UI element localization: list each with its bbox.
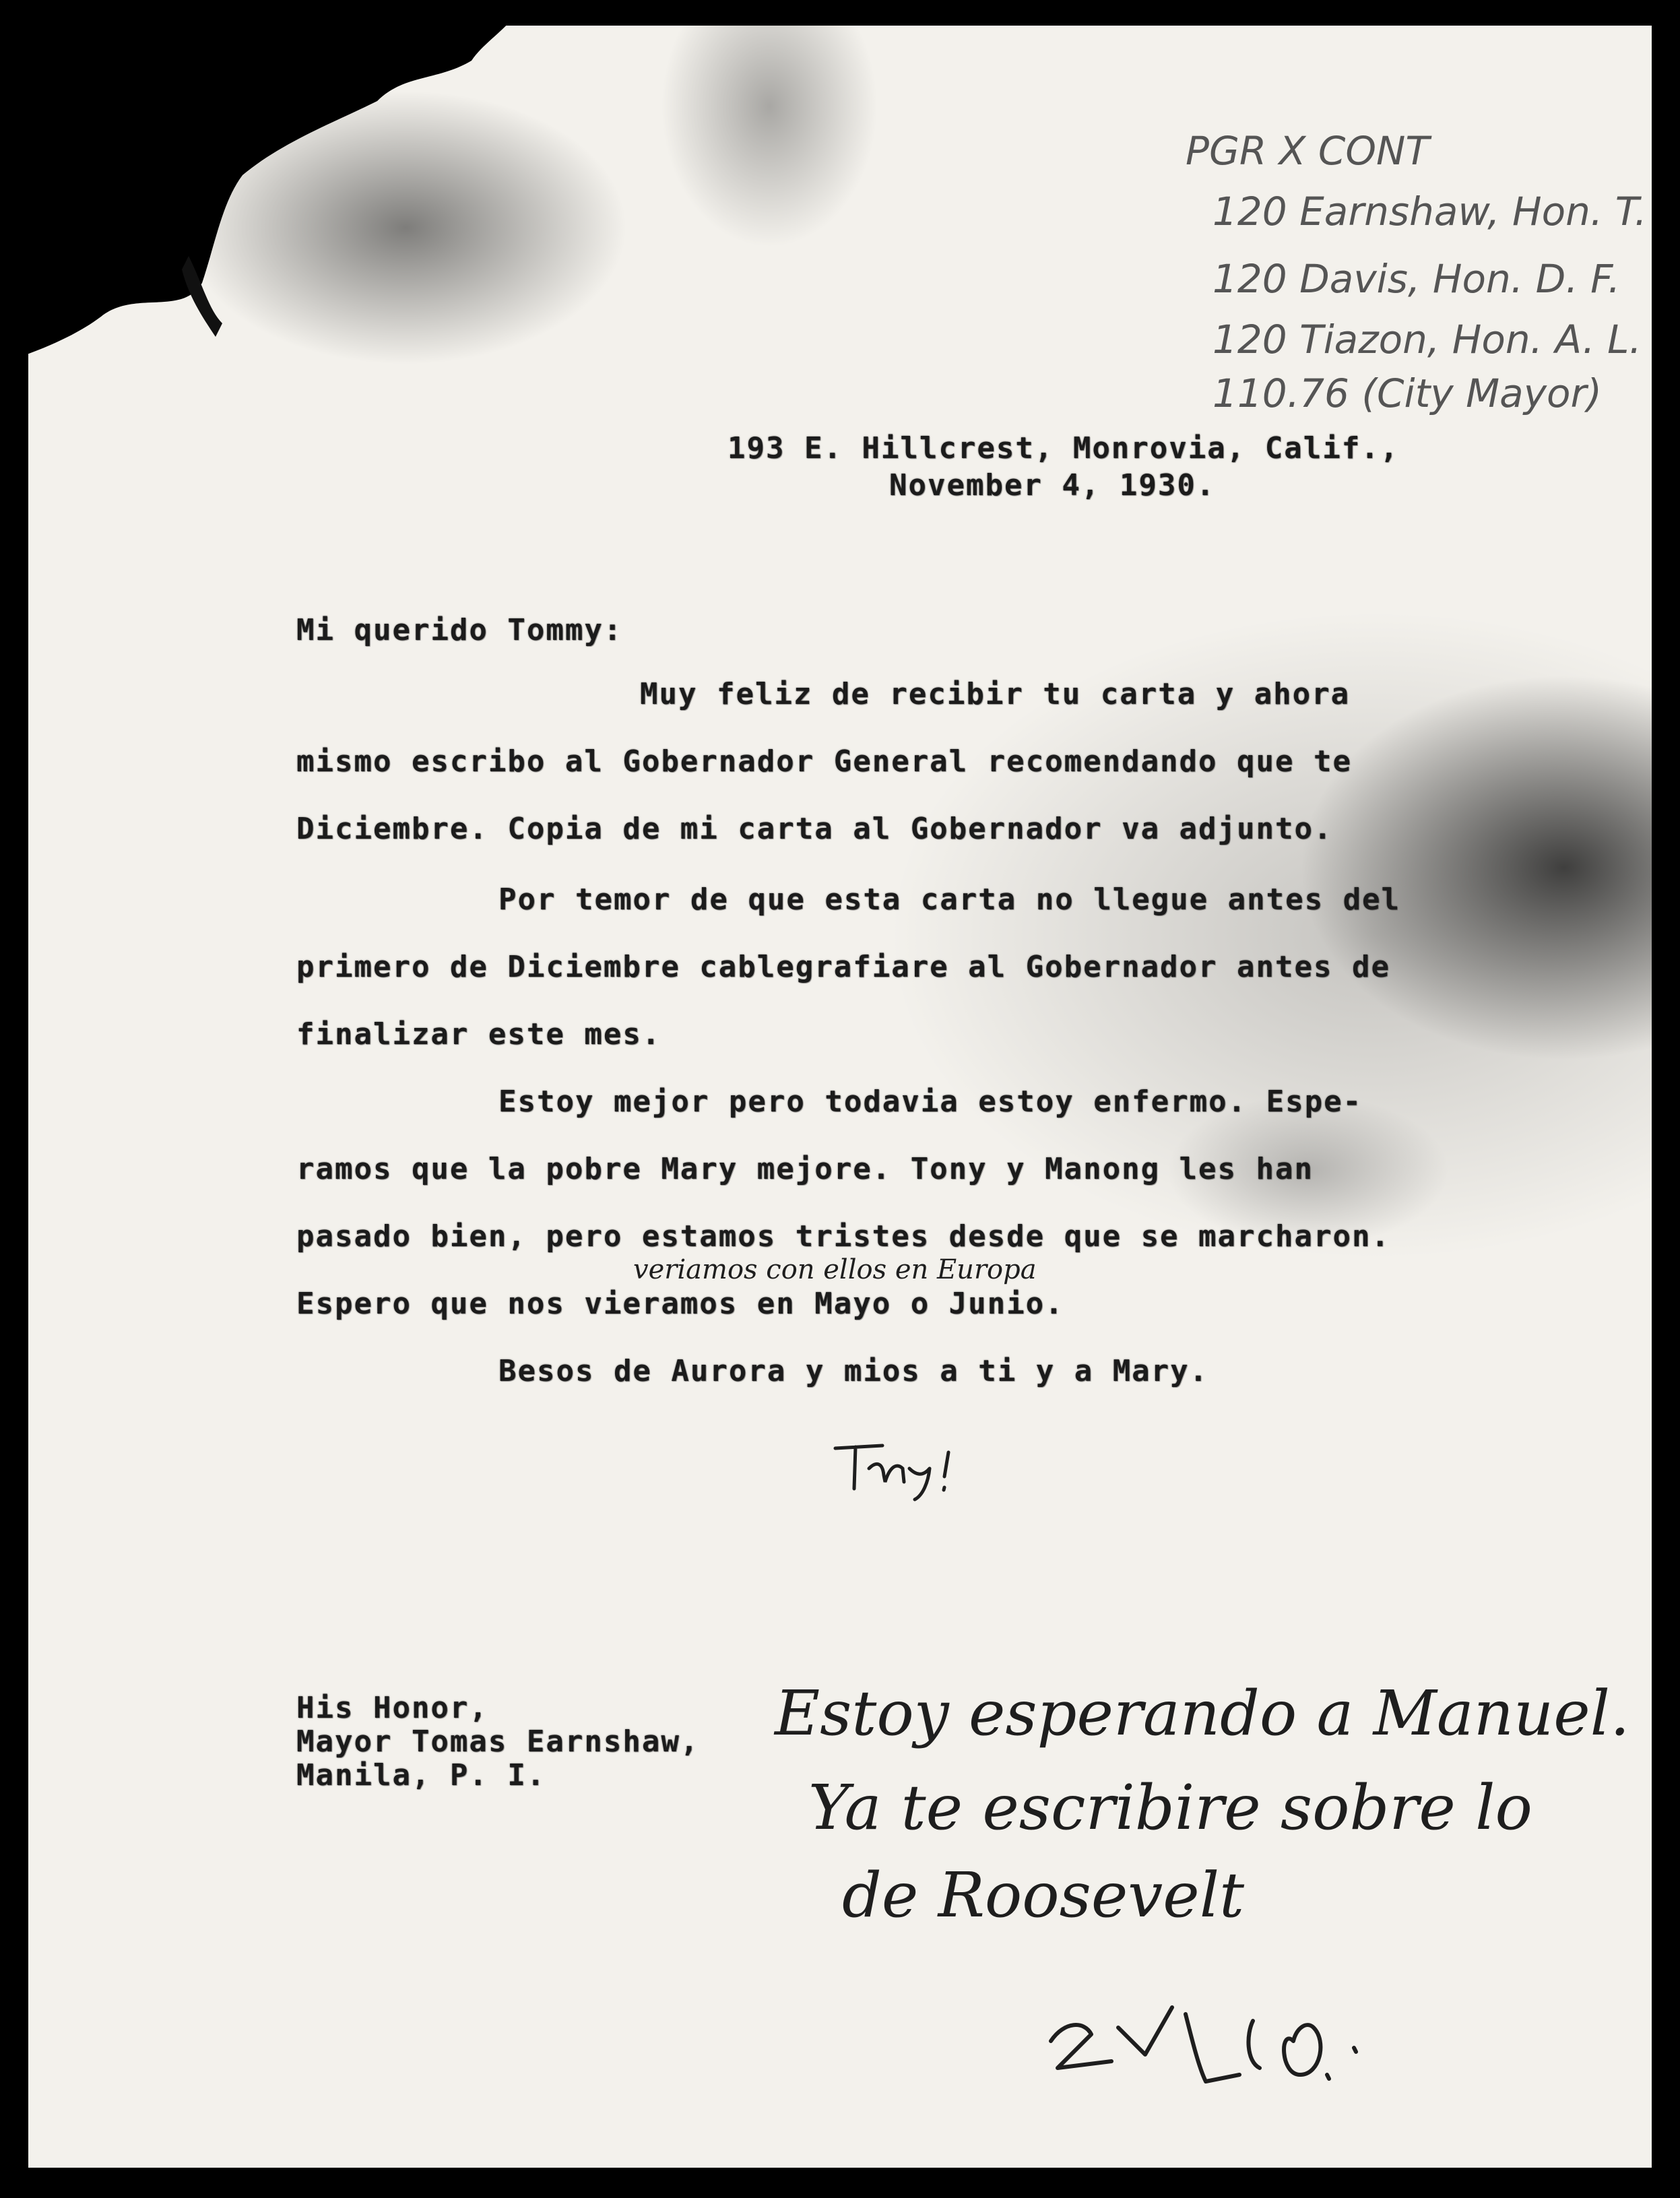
pencil-note-line: 110.76 (City Mayor) [1213, 370, 1602, 416]
body-line: Diciembre. Copia de mi carta al Gobernador va adjunto. [296, 812, 1333, 846]
letter-date: November 4, 1930. [889, 468, 1216, 503]
interlinear-correction: veriamos con ellos en Europa [633, 1254, 1037, 1285]
body-line: Por temor de que esta carta no llegue antes del [498, 882, 1401, 917]
body-line: Muy feliz de recibir tu carta y ahora [640, 677, 1351, 711]
salutation: Mi querido Tommy: [296, 613, 623, 647]
handwritten-initials [1037, 1980, 1468, 2102]
postscript-line: Estoy esperando a Manuel. [775, 1677, 1630, 1749]
body-line: pasado bien, pero estamos tristes desde que se marcharon. [296, 1219, 1390, 1254]
recipient-line: His Honor, [296, 1691, 488, 1725]
recipient-line: Mayor Tomas Earnshaw, [296, 1724, 700, 1759]
signature [829, 1428, 990, 1502]
body-line: ramos que la pobre Mary mejore. Tony y Manong les han [296, 1152, 1314, 1186]
signature-scribble [829, 1428, 990, 1502]
body-line: Estoy mejor pero todavia estoy enfermo. Espe- [498, 1085, 1363, 1119]
body-line: mismo escribo al Gobernador General recomendando que te [296, 744, 1352, 779]
body-line: Espero que nos vieramos en Mayo o Junio. [296, 1287, 1064, 1321]
pencil-note-line: 120 Earnshaw, Hon. T. [1213, 189, 1647, 234]
recipient-line: Manila, P. I. [296, 1758, 546, 1792]
postscript-line: de Roosevelt [842, 1859, 1245, 1931]
pencil-note-line: 120 Davis, Hon. D. F. [1213, 256, 1621, 302]
body-line: primero de Diciembre cablegrafiare al Gobernador antes de [296, 950, 1390, 984]
pencil-note-line: 120 Tiazon, Hon. A. L. [1213, 317, 1642, 362]
closing-line: Besos de Aurora y mios a ti y a Mary. [498, 1354, 1209, 1388]
return-address: 193 E. Hillcrest, Monrovia, Calif., [728, 431, 1400, 465]
body-line: finalizar este mes. [296, 1017, 661, 1052]
initials-scribble [1037, 1980, 1468, 2102]
pencil-note-line: PGR X CONT [1186, 128, 1429, 174]
postscript-line: Ya te escribire sobre lo [808, 1772, 1532, 1844]
